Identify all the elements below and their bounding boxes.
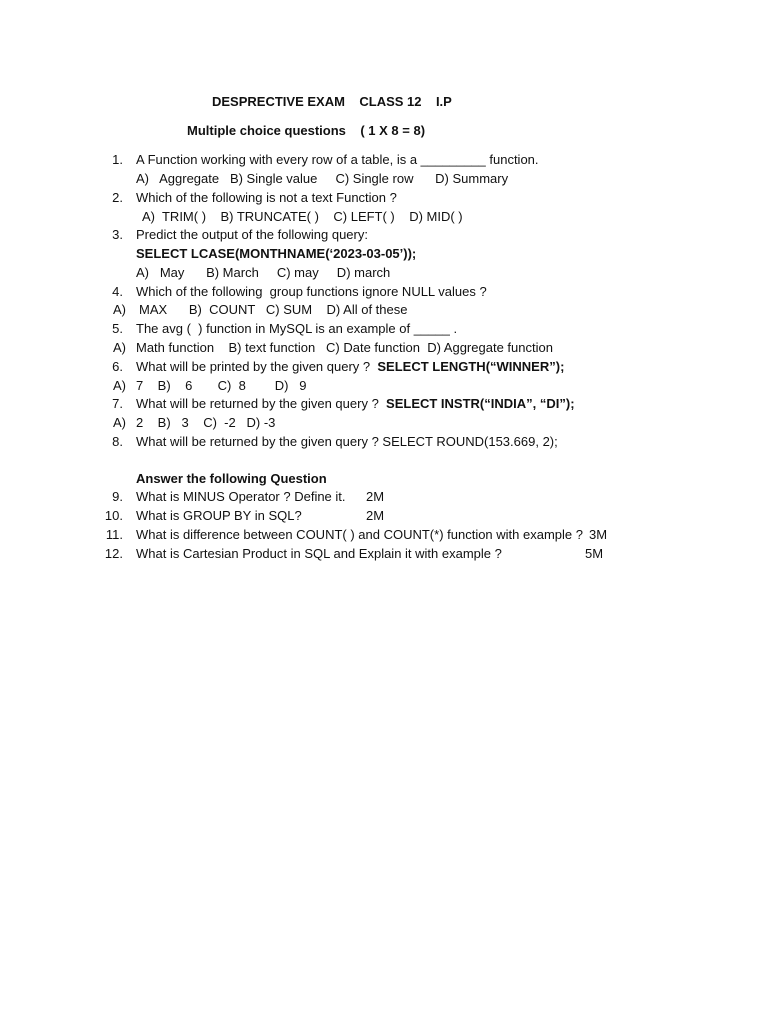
marks-label: 3M <box>589 527 608 542</box>
question-number: 9. <box>112 489 123 504</box>
marks-label: 2M <box>366 508 385 523</box>
sql-query: SELECT INSTR(“INDIA”, “DI”); <box>386 396 575 411</box>
question-text <box>136 358 564 376</box>
question-number: 7. <box>112 396 123 411</box>
question-text: What will be returned by the given query ? SELECT ROUND(153.669, 2); <box>136 434 558 449</box>
question-text: Which of the following is not a text Function ? <box>136 190 397 205</box>
question-text: What is Cartesian Product in SQL and Explain it with example ? <box>136 546 502 561</box>
question-text: What is GROUP BY in SQL? <box>136 508 302 523</box>
question-number: 12. <box>104 546 123 561</box>
question-text: Which of the following group functions ignore NULL values ? <box>136 284 487 299</box>
question-text: The avg ( ) function in MySQL is an example of _____ . <box>136 321 458 336</box>
question-text: What is MINUS Operator ? Define it. <box>136 489 346 504</box>
question-options: MAX B) COUNT C) SUM D) All of these <box>139 302 408 317</box>
section-heading: Answer the following Question <box>136 471 327 486</box>
option-label: A) <box>113 415 126 430</box>
question-text: What is difference between COUNT( ) and COUNT(*) function with example ? <box>136 527 583 542</box>
marks-label: 2M <box>366 489 385 504</box>
question-number: 2. <box>112 190 123 205</box>
sql-query: SELECT LENGTH(“WINNER”); <box>377 359 565 374</box>
question-options: 7 B) 6 C) 8 D) 9 <box>136 378 307 393</box>
option-label: A) <box>113 340 126 355</box>
question-options: A) Aggregate B) Single value C) Single row D) Summary <box>136 171 509 186</box>
question-prompt: What will be returned by the given query ? <box>136 396 387 411</box>
option-label: A) <box>113 378 126 393</box>
sql-query: SELECT LCASE(MONTHNAME(‘2023-03-05’)); <box>136 246 417 261</box>
question-text <box>136 395 575 413</box>
question-options: 2 B) 3 C) -2 D) -3 <box>136 415 276 430</box>
question-text: A Function working with every row of a table, is a _________ function. <box>136 152 539 167</box>
exam-title: DESPRECTIVE EXAM CLASS 12 I.P <box>212 94 452 109</box>
question-number: 4. <box>112 284 123 299</box>
question-options: Math function B) text function C) Date function D) Aggregate function <box>136 340 553 355</box>
question-number: 8. <box>112 434 123 449</box>
marks-label: 5M <box>585 546 604 561</box>
question-number: 6. <box>112 359 123 374</box>
question-options: A) May B) March C) may D) march <box>136 265 391 280</box>
section-subtitle: Multiple choice questions ( 1 X 8 = 8) <box>187 123 426 138</box>
question-options: A) TRIM( ) B) TRUNCATE( ) C) LEFT( ) D) MID( ) <box>142 209 463 224</box>
question-number: 5. <box>112 321 123 336</box>
question-number: 11. <box>105 527 123 542</box>
option-label: A) <box>113 302 126 317</box>
question-number: 1. <box>112 152 123 167</box>
question-number: 10. <box>104 508 123 523</box>
question-text: Predict the output of the following query: <box>136 227 368 242</box>
question-number: 3. <box>112 227 123 242</box>
question-prompt: What will be printed by the given query ? <box>136 359 378 374</box>
